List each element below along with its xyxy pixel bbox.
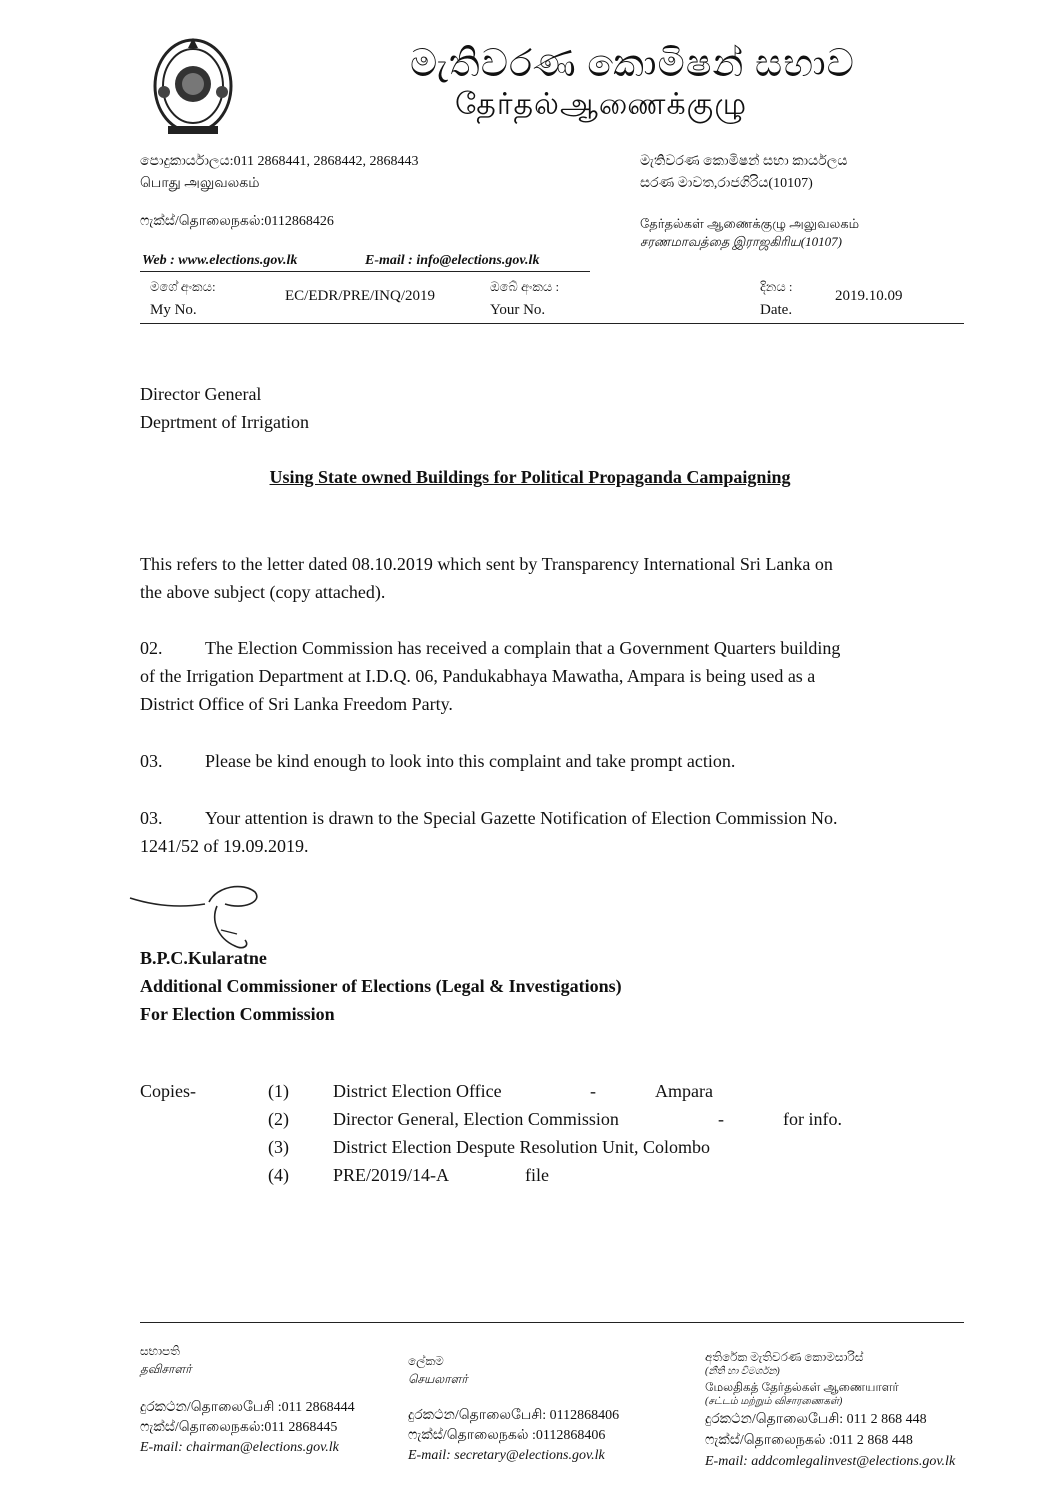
general-office-tamil: பொது அலுவலகம்: [140, 176, 260, 191]
copy-3-number: (3): [268, 1137, 289, 1157]
paragraph-1-line-2: the above subject (copy attached).: [140, 582, 386, 602]
title-tamil: தேர்தல்ஆணைக்குழு: [455, 88, 748, 121]
my-no-sinhala: මගේ අංකය:: [150, 279, 216, 294]
addl-commissioner-title-tamil: மேலதிகத் தேர்தல்கள் ஆணையாளர்: [705, 1380, 899, 1394]
sri-lanka-emblem-icon: [150, 34, 236, 140]
copy-2-number: (2): [268, 1109, 289, 1129]
signatory-name: B.P.C.Kularatne: [140, 948, 267, 968]
your-no-sinhala: ඔබේ අංකය :: [490, 279, 560, 294]
chairman-title-tamil: தவிசாளர்: [140, 1362, 192, 1376]
signatory-organization: For Election Commission: [140, 1004, 335, 1024]
addl-commissioner-subtitle-tamil: (சட்டம் மற்றும் விசாரணைகள்): [705, 1396, 843, 1407]
footer-rule: [140, 1322, 964, 1323]
website-text: Web : www.elections.gov.lk: [142, 253, 298, 268]
copy-1-number: (1): [268, 1081, 289, 1101]
paragraph-4-line-2: 1241/52 of 19.09.2019.: [140, 836, 309, 856]
paragraph-3-line-1: Please be kind enough to look into this complaint and take prompt action.: [205, 751, 736, 771]
copy-2-text: Director General, Election Commission: [333, 1109, 619, 1129]
paragraph-4-number: 03.: [140, 808, 163, 828]
office-address-sinhala: සරණ මාවත,රාජගිරිය(10107): [640, 176, 813, 191]
date-label: Date.: [760, 302, 793, 318]
copy-2-dash: -: [718, 1109, 724, 1129]
paragraph-3-number: 03.: [140, 751, 163, 771]
recipient-department: Deprtment of Irrigation: [140, 412, 309, 432]
addl-commissioner-subtitle-sinhala: (නීති හා විමර්ශන): [705, 1366, 780, 1377]
paragraph-2-number: 02.: [140, 638, 163, 658]
copy-1-text: District Election Office: [333, 1081, 502, 1101]
general-office-fax: ෆැක්ස්/தொலைநகல்:0112868426: [140, 214, 334, 229]
chairman-email: E-mail: chairman@elections.gov.lk: [140, 1440, 339, 1455]
office-name-tamil: தேர்தல்கள் ஆணைக்குழு அலுவலகம்: [640, 216, 860, 231]
header-email-text: E-mail : info@elections.gov.lk: [365, 253, 540, 268]
date-value: 2019.10.09: [835, 288, 903, 304]
chairman-title-sinhala: සභාපති: [140, 1344, 180, 1358]
paragraph-1-line-1: This refers to the letter dated 08.10.2019 which sent by Transparency International Sri Lanka on: [140, 554, 833, 574]
secretary-fax: ෆැක්ස්/தொலைநகல் :0112868406: [408, 1428, 606, 1443]
date-sinhala: දිනය :: [760, 279, 793, 294]
title-sinhala: මැතිවරණ කොමිෂන් සභාව: [410, 43, 855, 85]
your-no-label: Your No.: [490, 302, 546, 318]
office-name-sinhala: මැතිවරණ කොමිෂන් සභා කාර්යලය: [640, 154, 848, 169]
header-underline: [140, 271, 590, 272]
copy-1-extra: Ampara: [655, 1081, 713, 1101]
paragraph-2-line-3: District Office of Sri Lanka Freedom Party.: [140, 694, 453, 714]
copies-label: Copies-: [140, 1081, 196, 1101]
secretary-email: E-mail: secretary@elections.gov.lk: [408, 1448, 605, 1463]
reference-rule: [140, 323, 964, 324]
letter-subject: Using State owned Buildings for Political Propaganda Campaigning: [269, 467, 791, 487]
secretary-phone: දුරකථන/தொலைபேசி: 0112868406: [408, 1408, 620, 1423]
copy-3-text: District Election Despute Resolution Unit, Colombo: [333, 1137, 710, 1157]
handwritten-signature: [125, 880, 275, 955]
my-no-value: EC/EDR/PRE/INQ/2019: [285, 288, 436, 304]
chairman-phone: දුරකථන/தொலைபேசி :011 2868444: [140, 1400, 355, 1415]
general-office-phone: පොදුකාර්යාලය:011 2868441, 2868442, 2868443: [140, 154, 419, 169]
addl-commissioner-email: E-mail: addcomlegalinvest@elections.gov.lk: [705, 1454, 956, 1469]
paragraph-2-line-1: The Election Commission has received a complain that a Government Quarters building: [205, 638, 841, 658]
addl-commissioner-title-sinhala: අතිරේක මැතිවරණ කොමසාරිස්: [705, 1350, 864, 1364]
secretary-title-tamil: செயலாளர்: [408, 1372, 468, 1386]
chairman-fax: ෆැක්ස්/தொலைநகல்:011 2868445: [140, 1420, 338, 1435]
paragraph-4-line-1: Your attention is drawn to the Special Gazette Notification of Election Commission No.: [205, 808, 838, 828]
copy-1-dash: -: [590, 1081, 596, 1101]
office-address-tamil: சரணமாவத்தை இராஜகிரிய(10107): [640, 234, 842, 249]
copy-4-extra: file: [525, 1165, 549, 1185]
addl-commissioner-phone: දුරකථන/தொலைபேசி: 011 2 868 448: [705, 1412, 927, 1427]
signatory-title: Additional Commissioner of Elections (Legal & Investigations): [140, 976, 622, 996]
paragraph-2-line-2: of the Irrigation Department at I.D.Q. 06, Pandukabhaya Mawatha, Ampara is being used as a: [140, 666, 816, 686]
addl-commissioner-fax: ෆැක්ස්/தொலைநகல் :011 2 868 448: [705, 1433, 913, 1448]
recipient-title: Director General: [140, 384, 262, 404]
copy-4-number: (4): [268, 1165, 289, 1185]
copy-2-extra: for info.: [783, 1109, 842, 1129]
my-no-label: My No.: [150, 302, 197, 318]
copy-4-text: PRE/2019/14-A: [333, 1165, 450, 1185]
secretary-title-sinhala: ලේකම: [408, 1354, 444, 1368]
